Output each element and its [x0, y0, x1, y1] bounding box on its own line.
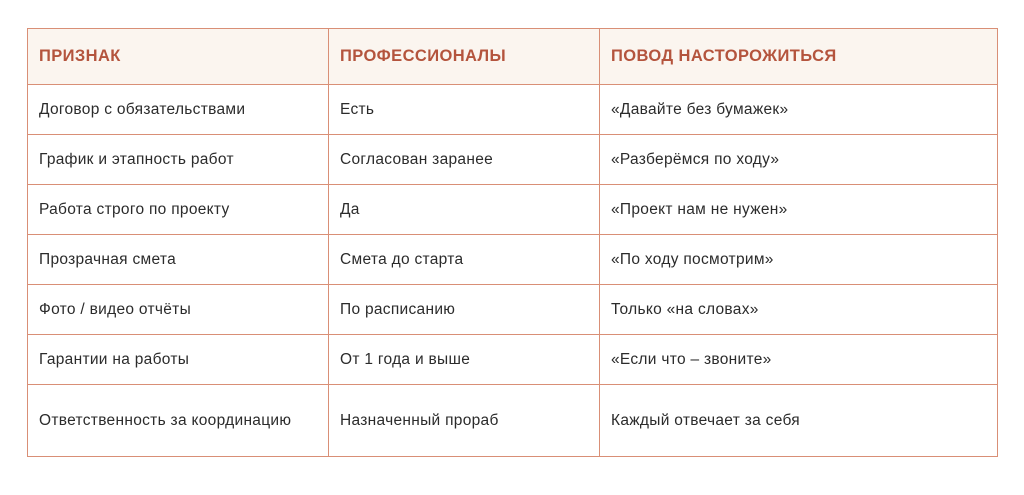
- cell-professionals: Смета до старта: [329, 235, 600, 285]
- table-row: [28, 285, 998, 335]
- cell-warning: Каждый отвечает за себя: [600, 385, 998, 457]
- cell-sign: График и этапность работ: [28, 135, 329, 185]
- cell-professionals: По расписанию: [329, 285, 600, 335]
- column-header-sign: ПРИЗНАК: [28, 29, 329, 85]
- cell-professionals: Назначенный прораб: [329, 385, 600, 457]
- cell-warning: Только «на словах»: [600, 285, 998, 335]
- table-header-row: [28, 29, 998, 85]
- cell-sign: Гарантии на работы: [28, 335, 329, 385]
- comparison-table-container: [27, 28, 997, 457]
- table-row: [28, 135, 998, 185]
- cell-professionals: Согласован заранее: [329, 135, 600, 185]
- cell-warning: «По ходу посмотрим»: [600, 235, 998, 285]
- cell-sign: Фото / видео отчёты: [28, 285, 329, 335]
- column-header-professionals: ПРОФЕССИОНАЛЫ: [329, 29, 600, 85]
- cell-sign: Договор с обязательствами: [28, 85, 329, 135]
- cell-warning: «Проект нам не нужен»: [600, 185, 998, 235]
- comparison-table: [27, 28, 998, 457]
- cell-professionals: Да: [329, 185, 600, 235]
- cell-warning: «Разберёмся по ходу»: [600, 135, 998, 185]
- cell-professionals: Есть: [329, 85, 600, 135]
- table-row: [28, 85, 998, 135]
- cell-sign: Прозрачная смета: [28, 235, 329, 285]
- cell-sign: Работа строго по проекту: [28, 185, 329, 235]
- column-header-warning: ПОВОД НАСТОРОЖИТЬСЯ: [600, 29, 998, 85]
- cell-warning: «Если что – звоните»: [600, 335, 998, 385]
- table-row: [28, 335, 998, 385]
- table-row: [28, 385, 998, 457]
- cell-professionals: От 1 года и выше: [329, 335, 600, 385]
- cell-sign: Ответственность за координацию: [28, 385, 329, 457]
- table-row: [28, 235, 998, 285]
- cell-warning: «Давайте без бумажек»: [600, 85, 998, 135]
- table-row: [28, 185, 998, 235]
